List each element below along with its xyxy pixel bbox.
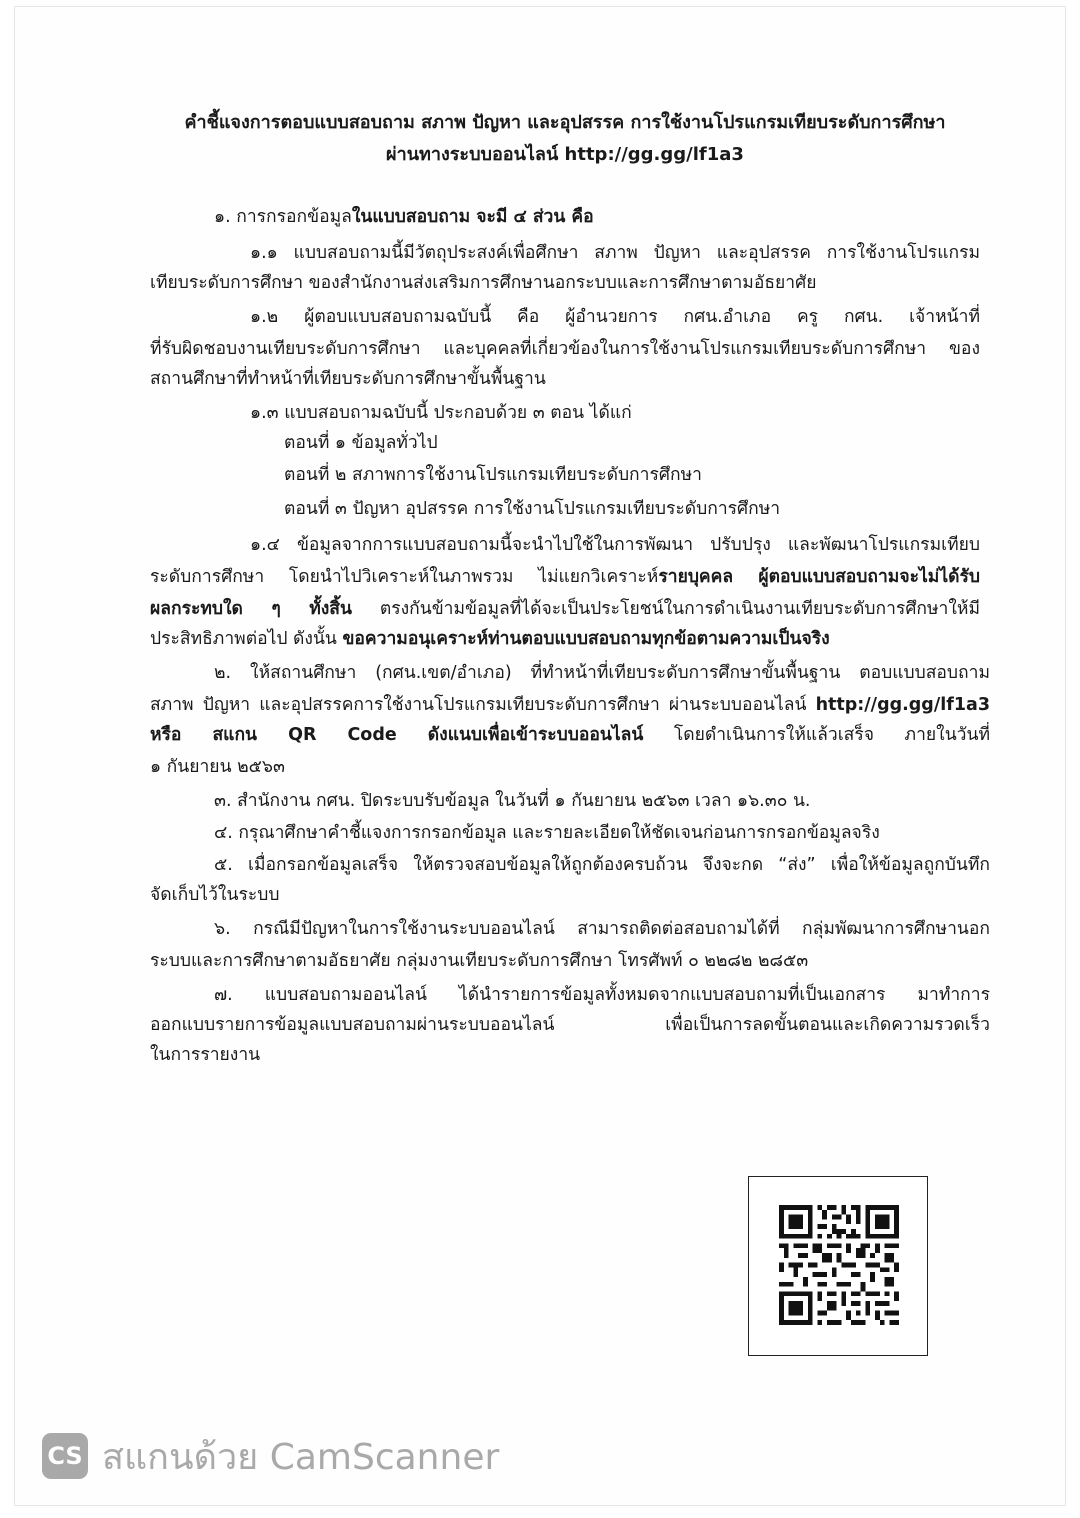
camscanner-text: สแกนด้วย CamScanner xyxy=(102,1436,500,1478)
camscanner-logo-icon: CS xyxy=(42,1433,88,1479)
qr-code-box[interactable] xyxy=(748,1176,928,1356)
section-5-line-1: ๕. เมื่อกรอกข้อมูลเสร็จ ให้ตรวจสอบข้อมูลให้ถูกต้องครบถ้วน จึงจะกด “ส่ง” เพื่อให้ข้อมูลถูกบันทึก xyxy=(214,855,990,875)
section-2-line-1: ๒. ให้สถานศึกษา (กศน.เขต/อำเภอ) ที่ทำหน้าที่เทียบระดับการศึกษาขั้นพื้นฐาน ตอบแบบสอบถาม xyxy=(214,663,990,683)
section-1-4-line-2: ระดับการศึกษา โดยนำไปวิเคราะห์ในภาพรวม ไม่แยกวิเคราะห์รายบุคคล ผู้ตอบแบบสอบถามจะไม่ได้รับ xyxy=(150,567,980,587)
camscanner-watermark xyxy=(42,1430,499,1482)
section-6-line-1: ๖. กรณีมีปัญหาในการใช้งานระบบออนไลน์ สามารถติดต่อสอบถามได้ที่ กลุ่มพัฒนาการศึกษานอก xyxy=(214,919,990,939)
section-5-line-2: จัดเก็บไว้ในระบบ xyxy=(150,885,280,905)
section-1-4-line-1: ๑.๔ ข้อมูลจากการแบบสอบถามนี้จะนำไปใช้ในการพัฒนา ปรับปรุง และพัฒนาโปรแกรมเทียบ xyxy=(250,535,980,555)
section-1-1-line-1: ๑.๑ แบบสอบถามนี้มีวัตถุประสงค์เพื่อศึกษา สภาพ ปัญหา และอุปสรรค การใช้งานโปรแกรม xyxy=(250,243,980,263)
section-1-3-part-2: ตอนที่ ๒ สภาพการใช้งานโปรแกรมเทียบระดับการศึกษา xyxy=(284,465,702,485)
section-3: ๓. สำนักงาน กศน. ปิดระบบรับข้อมูล ในวันที่ ๑ กันยายน ๒๕๖๓ เวลา ๑๖.๓๐ น. xyxy=(214,791,811,811)
section-1-2-line-3: สถานศึกษาที่ทำหน้าที่เทียบระดับการศึกษาขั้นพื้นฐาน xyxy=(150,369,546,389)
section-1-4-line-4: ประสิทธิภาพต่อไป ดังนั้น ขอความอนุเคราะห์ท่านตอบแบบสอบถามทุกข้อตามความเป็นจริง xyxy=(150,629,830,649)
title-line-1: คำชี้แจงการตอบแบบสอบถาม สภาพ ปัญหา และอุปสรรค การใช้งานโปรแกรมเทียบระดับการศึกษา xyxy=(184,112,946,133)
section-7-line-1: ๗. แบบสอบถามออนไลน์ ได้นำรายการข้อมูลทั้งหมดจากแบบสอบถามที่เป็นเอกสาร มาทำการ xyxy=(214,985,990,1005)
section-4: ๔. กรุณาศึกษาคำชี้แจงการกรอกข้อมูล และรายละเอียดให้ชัดเจนก่อนการกรอกข้อมูลจริง xyxy=(214,823,880,843)
section-7-line-3: ในการรายงาน xyxy=(150,1045,261,1065)
qr-code-icon xyxy=(779,1205,899,1325)
section-1-3-part-3: ตอนที่ ๓ ปัญหา อุปสรรค การใช้งานโปรแกรมเทียบระดับการศึกษา xyxy=(284,499,781,519)
section-1-2-line-1: ๑.๒ ผู้ตอบแบบสอบถามฉบับนี้ คือ ผู้อำนวยการ กศน.อำเภอ ครู กศน. เจ้าหน้าที่ xyxy=(250,307,980,327)
section-1-3-line-1: ๑.๓ แบบสอบถามฉบับนี้ ประกอบด้วย ๓ ตอน ได้แก่ xyxy=(250,403,632,423)
section-2-line-2: สภาพ ปัญหา และอุปสรรคการใช้งานโปรแกรมเทียบระดับการศึกษา ผ่านระบบออนไลน์ http://gg.gg/lf1a3 xyxy=(150,695,990,715)
section-2-line-4: ๑ กันยายน ๒๕๖๓ xyxy=(150,757,285,777)
section-1-1-line-2: เทียบระดับการศึกษา ของสำนักงานส่งเสริมการศึกษานอกระบบและการศึกษาตามอัธยาศัย xyxy=(150,273,817,293)
section-2-line-3: หรือ สแกน QR Code ดังแนบเพื่อเข้าระบบออนไลน์ โดยดำเนินการให้แล้วเสร็จ ภายในวันที่ xyxy=(150,725,990,745)
section-1-2-line-2: ที่รับผิดชอบงานเทียบระดับการศึกษา และบุคคลที่เกี่ยวข้องในการใช้งานโปรแกรมเทียบระดับการศึกษา ของ xyxy=(150,339,980,359)
section-6-line-2: ระบบและการศึกษาตามอัธยาศัย กลุ่มงานเทียบระดับการศึกษา โทรศัพท์ ๐ ๒๒๘๒ ๒๘๕๓ xyxy=(150,951,809,971)
section-7-line-2: ออกแบบรายการข้อมูลแบบสอบถามผ่านระบบออนไลน์ เพื่อเป็นการลดขั้นตอนและเกิดความรวดเร็ว xyxy=(150,1015,990,1035)
section-1-3-part-1: ตอนที่ ๑ ข้อมูลทั่วไป xyxy=(284,433,438,453)
title-line-2: ผ่านทางระบบออนไลน์ http://gg.gg/lf1a3 xyxy=(386,144,744,165)
section-1-4-line-3: ผลกระทบใด ๆ ทั้งสิ้น ตรงกันข้ามข้อมูลที่ได้จะเป็นประโยชน์ในการดำเนินงานเทียบระดับการศึกษาให้มี xyxy=(150,599,980,619)
survey-link[interactable]: http://gg.gg/lf1a3 xyxy=(815,695,990,715)
section-1-heading: ๑. การกรอกข้อมูลในแบบสอบถาม จะมี ๔ ส่วน คือ xyxy=(214,207,594,227)
